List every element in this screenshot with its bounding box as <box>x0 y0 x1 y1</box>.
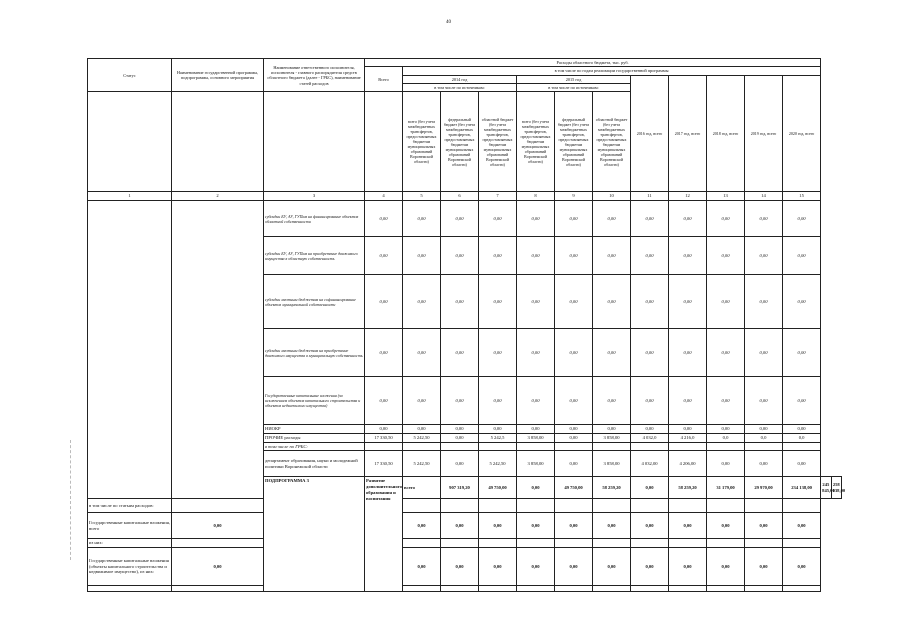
value-cell: 0,00 <box>669 377 707 425</box>
value-cell: 0,00 <box>403 201 441 237</box>
value-cell: 0,00 <box>555 548 593 586</box>
value-cell: 0,00 <box>517 425 555 434</box>
value-cell: 234 138,00 <box>783 477 821 499</box>
row-label: субсидии БУ, АУ, ГУПам на финансирование объектов областной собственности <box>264 201 365 237</box>
column-number: 5 <box>403 192 441 201</box>
value-cell: 0,00 <box>631 477 669 499</box>
value-cell: 0,00 <box>555 237 593 275</box>
trailing-row <box>88 586 842 592</box>
year-2015-header: 2015 год <box>517 75 631 83</box>
row-label: субсидии местным бюджетам на софинансирование объектов муниципальной собственности <box>264 275 365 329</box>
value-cell: 0,00 <box>669 275 707 329</box>
value-cell: 3 858,00 <box>517 433 555 442</box>
column-number: 6 <box>441 192 479 201</box>
value-cell: 0,00 <box>783 329 821 377</box>
value-cell: 0,00 <box>479 275 517 329</box>
value-cell <box>745 586 783 592</box>
value-cell <box>517 499 555 513</box>
gkv-row <box>88 513 842 539</box>
column-number: 9 <box>555 192 593 201</box>
column-number: 10 <box>593 192 631 201</box>
value-cell: 3 858,00 <box>593 433 631 442</box>
value-cell: 0,00 <box>555 377 593 425</box>
value-cell: 0,00 <box>631 275 669 329</box>
value-cell: 0,00 <box>365 329 403 377</box>
value-cell: 0,00 <box>441 548 479 586</box>
value-cell: 0,00 <box>593 548 631 586</box>
value-cell <box>745 539 783 548</box>
value-cell: 0,00 <box>365 237 403 275</box>
value-cell <box>593 539 631 548</box>
value-cell: 0,00 <box>403 377 441 425</box>
value-cell: 0,00 <box>441 425 479 434</box>
iz-nih-row <box>88 539 842 548</box>
margin-line <box>70 440 71 560</box>
value-cell: 0,00 <box>403 425 441 434</box>
value-cell: 58 259,20 <box>669 477 707 499</box>
value-cell <box>517 442 555 451</box>
value-cell: 0,00 <box>669 237 707 275</box>
value-cell: 0,00 <box>707 329 745 377</box>
y2016-header: 2016 год, всего <box>631 75 669 192</box>
c2014-fed-header: федеральный бюджет (без учета межбюджетных трансфертов, предоставляемых бюджетам муниципальных образований Воронежской области) <box>441 92 479 192</box>
row-label: из них: <box>88 539 172 548</box>
value-cell: 4 216,0 <box>669 433 707 442</box>
value-cell: 49 750,00 <box>555 477 593 499</box>
value-cell: 0,00 <box>783 201 821 237</box>
c2015-fed-header: федеральный бюджет (без учета межбюджетных трансфертов, предоставляемых бюджетам муниципальных образований Воронежской области) <box>555 92 593 192</box>
value-cell: 3 858,00 <box>517 451 555 477</box>
value-cell: 0,00 <box>707 548 745 586</box>
value-cell <box>783 539 821 548</box>
value-cell: 0,00 <box>479 329 517 377</box>
row-label: НИОКР <box>264 425 365 434</box>
subprogram-status: ПОДПРОГРАММА 3 <box>264 477 365 592</box>
value-cell <box>172 586 264 592</box>
value-cell: 0,00 <box>403 548 441 586</box>
value-cell: 0,00 <box>707 451 745 477</box>
value-cell: 0,00 <box>593 201 631 237</box>
value-cell: 5 242,50 <box>403 451 441 477</box>
c2015-own-header: всего (без учета межбюджетных трансфертов, предоставляемых бюджетам муниципальных образований Воронежской области) <box>517 92 555 192</box>
value-cell: 907 319,20 <box>441 477 479 499</box>
column-number: 14 <box>745 192 783 201</box>
value-cell <box>745 442 783 451</box>
value-cell: 0,00 <box>631 425 669 434</box>
value-cell: 3 858,00 <box>593 451 631 477</box>
y2020-header: 2020 год, всего <box>783 75 821 192</box>
value-cell <box>441 499 479 513</box>
value-cell: 0,00 <box>707 201 745 237</box>
value-cell: 4 032,00 <box>631 451 669 477</box>
value-cell: 4 032,0 <box>631 433 669 442</box>
value-cell: 4 206,00 <box>669 451 707 477</box>
value-cell: 0,00 <box>593 513 631 539</box>
value-cell: 0,00 <box>745 451 783 477</box>
value-cell: 0,00 <box>707 425 745 434</box>
col-name-header: Наименование государственной программы, подпрограммы, основного мероприятия <box>172 59 264 92</box>
value-cell <box>745 499 783 513</box>
value-cell <box>593 499 631 513</box>
table-row <box>88 201 842 237</box>
value-cell: 0,00 <box>479 377 517 425</box>
value-cell: 0,00 <box>783 237 821 275</box>
col-total-header: Всего <box>365 67 403 92</box>
value-cell: 0,00 <box>631 329 669 377</box>
value-cell <box>479 499 517 513</box>
value-cell <box>403 586 441 592</box>
articles-row <box>88 499 842 513</box>
value-cell: 0,00 <box>365 425 403 434</box>
budget-table <box>87 58 846 592</box>
value-cell: 0,00 <box>172 513 264 539</box>
value-cell: 0,00 <box>517 329 555 377</box>
value-cell <box>555 586 593 592</box>
value-cell: 0,00 <box>669 513 707 539</box>
value-cell: 17 330,50 <box>365 451 403 477</box>
value-cell: 0,00 <box>555 275 593 329</box>
value-cell <box>593 442 631 451</box>
value-cell <box>631 499 669 513</box>
value-cell <box>403 539 441 548</box>
value-cell <box>631 586 669 592</box>
c2014-obl-header: областной бюджет (без учета межбюджетных трансфертов, предоставляемых бюджетам муниципальных образований Воронежской области) <box>479 92 517 192</box>
row-label: в том числе по статьям расходов: <box>88 499 172 513</box>
value-cell <box>669 586 707 592</box>
value-cell: 0,00 <box>745 513 783 539</box>
gkv2-row <box>88 548 842 586</box>
row-label: ПРОЧИЕ расходы <box>264 433 365 442</box>
value-cell <box>403 442 441 451</box>
value-cell: 0,00 <box>555 433 593 442</box>
col-status-header: Статус <box>88 59 172 92</box>
value-cell: 0,00 <box>631 237 669 275</box>
value-cell: 0,00 <box>517 377 555 425</box>
value-cell: 0,00 <box>403 275 441 329</box>
value-cell: 0,00 <box>745 275 783 329</box>
value-cell: 0,00 <box>593 275 631 329</box>
value-cell: 0,00 <box>479 201 517 237</box>
value-cell: 0,00 <box>745 548 783 586</box>
value-cell: 0,00 <box>745 377 783 425</box>
value-cell <box>555 442 593 451</box>
column-number: 8 <box>517 192 555 201</box>
value-cell: 0,00 <box>669 329 707 377</box>
value-cell: 29 970,00 <box>745 477 783 499</box>
value-cell: 0,00 <box>441 275 479 329</box>
value-cell: 0,00 <box>555 201 593 237</box>
value-cell <box>555 499 593 513</box>
value-cell: 0,00 <box>745 425 783 434</box>
value-cell: 0,00 <box>517 201 555 237</box>
value-cell: 0,00 <box>365 275 403 329</box>
row-label: Государственные капитальные вложения (объекты капитального строительства и недвижимое имущество), из них: <box>88 548 172 586</box>
value-cell: 0,00 <box>479 237 517 275</box>
value-cell: 0,00 <box>707 377 745 425</box>
value-cell <box>441 442 479 451</box>
value-cell: 0,00 <box>631 201 669 237</box>
value-cell <box>669 442 707 451</box>
value-cell <box>669 499 707 513</box>
column-number: 4 <box>365 192 403 201</box>
value-cell <box>479 539 517 548</box>
group-title: Расходы областного бюджета, тыс. руб. <box>365 59 821 67</box>
value-cell: 0,00 <box>441 433 479 442</box>
value-cell: 0,00 <box>403 513 441 539</box>
value-cell: 0,00 <box>783 275 821 329</box>
value-cell: 0,00 <box>745 201 783 237</box>
value-cell: 0,00 <box>669 425 707 434</box>
value-cell <box>555 539 593 548</box>
sources-2014: в том числе по источникам: <box>403 84 517 92</box>
value-cell: 0,0 <box>745 433 783 442</box>
value-cell <box>517 586 555 592</box>
value-cell: 258 138,00 <box>831 477 841 499</box>
value-cell: 0,00 <box>479 548 517 586</box>
value-cell: 0,00 <box>783 451 821 477</box>
column-number: 3 <box>264 192 365 201</box>
value-cell <box>707 442 745 451</box>
column-number: 7 <box>479 192 517 201</box>
value-cell <box>365 442 403 451</box>
value-cell: 0,00 <box>441 451 479 477</box>
value-cell <box>669 539 707 548</box>
value-cell: 0,00 <box>593 377 631 425</box>
value-cell: 0,00 <box>783 513 821 539</box>
value-cell: 0,00 <box>365 201 403 237</box>
year-2014-header: 2014 год <box>403 75 517 83</box>
value-cell: 0,00 <box>441 329 479 377</box>
value-cell: 0,0 <box>707 433 745 442</box>
value-cell <box>783 586 821 592</box>
value-cell: 0,00 <box>669 201 707 237</box>
value-cell <box>707 499 745 513</box>
value-cell: 0,00 <box>593 237 631 275</box>
column-number: 12 <box>669 192 707 201</box>
row-label: субсидии местным бюджетам на приобретение движимого имущества в муниципальную собственность <box>264 329 365 377</box>
value-cell: 0,00 <box>783 425 821 434</box>
value-cell: 0,00 <box>707 237 745 275</box>
value-cell: 0,00 <box>403 237 441 275</box>
value-cell: 0,00 <box>479 425 517 434</box>
value-cell: 0,00 <box>517 237 555 275</box>
value-cell <box>172 499 264 513</box>
value-cell <box>479 586 517 592</box>
value-cell: 0,00 <box>441 237 479 275</box>
column-number: 13 <box>707 192 745 201</box>
row-label: всего <box>403 477 441 499</box>
value-cell: 0,00 <box>707 513 745 539</box>
value-cell: 0,00 <box>783 377 821 425</box>
row-label: субсидии БУ, АУ, ГУПам на приобретение движимого имущества в областную собственность <box>264 237 365 275</box>
c2014-own-header: всего (без учета межбюджетных трансфертов, предоставляемых бюджетам муниципальных образований Воронежской области) <box>403 92 441 192</box>
value-cell: 0,00 <box>555 451 593 477</box>
value-cell: 0,00 <box>479 513 517 539</box>
y2018-header: 2018 год, всего <box>707 75 745 192</box>
value-cell: 0,00 <box>517 275 555 329</box>
value-cell <box>707 539 745 548</box>
value-cell: 0,00 <box>707 275 745 329</box>
subprogram-name: Развитие дополнительного образования и воспитания <box>365 477 403 592</box>
value-cell: 58 259,20 <box>593 477 631 499</box>
value-cell: 0,00 <box>593 329 631 377</box>
value-cell: 0,00 <box>669 548 707 586</box>
value-cell: 245 845,00 <box>821 477 831 499</box>
value-cell: 0,00 <box>441 513 479 539</box>
column-number: 15 <box>783 192 821 201</box>
y2017-header: 2017 год, всего <box>669 75 707 192</box>
value-cell: 0,0 <box>783 433 821 442</box>
row-label: Государственные капитальные вложения (за исключением объектов капитального строительства и объектов недвижимого имущества) <box>264 377 365 425</box>
value-cell: 0,00 <box>783 548 821 586</box>
value-cell: 0,00 <box>631 548 669 586</box>
col-executor-header: Наименование ответственного исполнителя, исполнителя - главного распорядителя средств областного бюджета (далее - ГРБС), наименование статей расходов <box>264 59 365 92</box>
value-cell: 0,00 <box>517 548 555 586</box>
value-cell: 0,00 <box>365 377 403 425</box>
value-cell <box>517 539 555 548</box>
value-cell: 0,00 <box>745 329 783 377</box>
value-cell <box>631 539 669 548</box>
value-cell <box>783 499 821 513</box>
value-cell: 0,00 <box>631 513 669 539</box>
value-cell <box>88 586 172 592</box>
status-cell <box>88 201 172 499</box>
y2019-header: 2019 год, всего <box>745 75 783 192</box>
value-cell <box>479 442 517 451</box>
value-cell: 0,00 <box>403 329 441 377</box>
sources-2015: в том числе по источникам: <box>517 84 631 92</box>
value-cell <box>631 442 669 451</box>
value-cell: 49 750,00 <box>479 477 517 499</box>
value-cell: 31 179,00 <box>707 477 745 499</box>
column-number: 11 <box>631 192 669 201</box>
name-cell <box>172 201 264 499</box>
subgroup-title: в том числе по годам реализации государственной программы <box>403 67 821 75</box>
value-cell <box>403 499 441 513</box>
column-numbers-row <box>88 192 842 201</box>
value-cell: 0,00 <box>631 377 669 425</box>
value-cell: 0,00 <box>745 237 783 275</box>
value-cell: 5 242,5 <box>479 433 517 442</box>
value-cell: 0,00 <box>517 477 555 499</box>
value-cell: 0,00 <box>555 513 593 539</box>
column-number: 2 <box>172 192 264 201</box>
value-cell: 0,00 <box>517 513 555 539</box>
value-cell: 0,00 <box>441 377 479 425</box>
row-label: Государственные капитальные вложения, всего <box>88 513 172 539</box>
value-cell <box>593 586 631 592</box>
value-cell <box>783 442 821 451</box>
row-label: в том числе по ГРБС: <box>264 442 365 451</box>
value-cell: 0,00 <box>172 548 264 586</box>
value-cell: 17 330,50 <box>365 433 403 442</box>
value-cell: 5 242,50 <box>403 433 441 442</box>
c2015-obl-header: областной бюджет (без учета межбюджетных трансфертов, предоставляемых бюджетам муниципальных образований Воронежской области) <box>593 92 631 192</box>
value-cell: 5 242,50 <box>479 451 517 477</box>
value-cell <box>441 586 479 592</box>
page-number: 40 <box>446 20 451 25</box>
row-label: департамент образования, науки и молодежной политики Воронежской области <box>264 451 365 477</box>
value-cell: 0,00 <box>441 201 479 237</box>
column-number: 1 <box>88 192 172 201</box>
value-cell: 0,00 <box>555 329 593 377</box>
value-cell <box>707 586 745 592</box>
value-cell <box>441 539 479 548</box>
value-cell: 0,00 <box>593 425 631 434</box>
value-cell: 0,00 <box>555 425 593 434</box>
value-cell <box>172 539 264 548</box>
